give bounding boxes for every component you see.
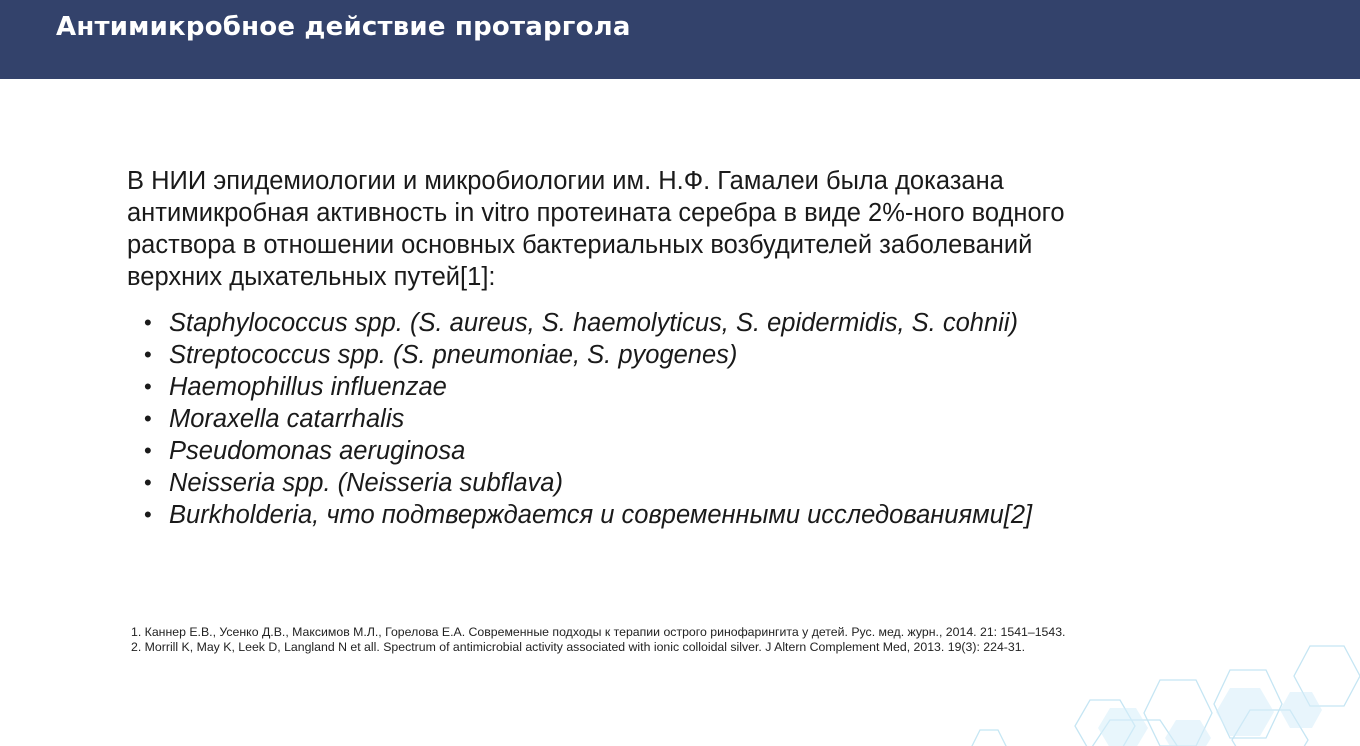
- list-item: [127, 435, 1127, 467]
- bacteria-list: [127, 307, 1127, 531]
- list-item-text: Moraxella catarrhalis: [169, 405, 405, 433]
- bullet-marker: •: [144, 310, 152, 335]
- list-item: [127, 339, 1127, 371]
- bullet-marker: •: [144, 470, 152, 495]
- list-item-text: Staphylococcus spp. (S. aureus, S. haemolyticus, S. epidermidis, S. cohnii): [169, 309, 1018, 337]
- header-bar: [0, 0, 1360, 79]
- list-item-text: Haemophillus influenzae: [169, 373, 447, 401]
- intro-paragraph: В НИИ эпидемиологии и микробиологии им. Н.Ф. Гамалеи была доказана антимикробная активность in vitro протеината серебра в виде 2%-ного водного раствора в отношении основных бактериальных возбудителей заболеваний верхних дыхательных путей[1]:: [127, 167, 1065, 291]
- list-item: [127, 403, 1127, 435]
- hexagon-pattern-decoration: [960, 600, 1360, 746]
- bullet-marker: •: [144, 502, 152, 527]
- list-item: [127, 371, 1127, 403]
- reference-item: 2. Morrill K, May K, Leek D, Langland N et all. Spectrum of antimicrobial activity associated with ionic colloidal silver. J Altern Complement Med, 2013. 19(3): 224-31.: [131, 640, 1025, 654]
- bullet-marker: •: [144, 438, 152, 463]
- slide-title: Антимикробное действие протаргола: [56, 12, 631, 42]
- bullet-marker: •: [144, 374, 152, 399]
- bullet-marker: •: [144, 406, 152, 431]
- reference-item: 1. Каннер Е.В., Усенко Д.В., Максимов М.Л., Горелова Е.А. Современные подходы к терапии острого ринофарингита у детей. Рус. мед. журн., 2014. 21: 1541–1543.: [131, 625, 1066, 639]
- list-item: [127, 307, 1127, 339]
- bullet-marker: •: [144, 342, 152, 367]
- list-item: [127, 467, 1127, 499]
- list-item-text: Burkholderia, что подтверждается и современными исследованиями[2]: [169, 501, 1033, 529]
- list-item-text: Streptococcus spp. (S. pneumoniae, S. pyogenes): [169, 341, 738, 369]
- list-item: [127, 499, 1127, 531]
- list-item-text: Pseudomonas aeruginosa: [169, 437, 466, 465]
- list-item-text: Neisseria spp. (Neisseria subflava): [169, 469, 563, 497]
